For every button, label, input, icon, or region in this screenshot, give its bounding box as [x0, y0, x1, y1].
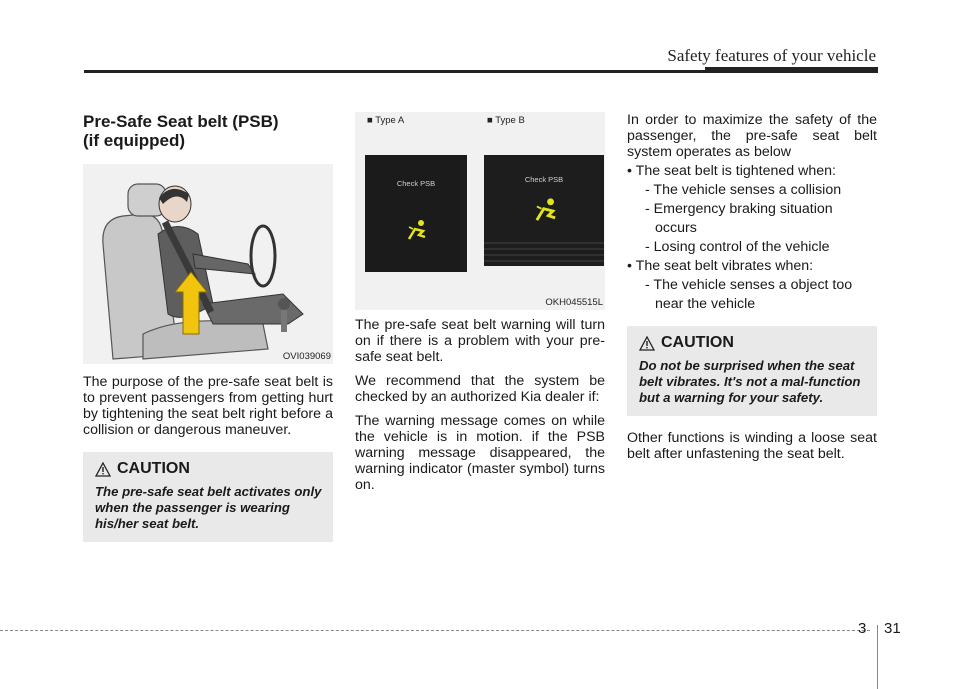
warning-triangle-icon [639, 336, 655, 351]
psb-check-text: We recommend that the system be checked by an authorized Kia dealer if: [355, 373, 605, 405]
section-title: Safety features of your vehicle [667, 46, 876, 65]
header-rule-accent [705, 67, 878, 73]
cluster-warning-figure [355, 112, 605, 310]
caution-title: CAUTION [117, 460, 190, 477]
driver-seat-illustration [83, 164, 333, 364]
caution-header [639, 334, 867, 352]
psb-heading-line1: Pre-Safe Seat belt (PSB) [83, 112, 279, 131]
figure-code: OKH045515L [545, 297, 603, 308]
caution-box [627, 326, 877, 416]
caution-text: Do not be surprised when the seat belt vibrates. It's not a mal-function but a warning for your safety. [639, 358, 861, 405]
psb-heading-line2: (if equipped) [83, 131, 185, 150]
type-b-label: ■ Type B [487, 115, 525, 126]
column-2 [355, 112, 605, 501]
column-1 [83, 112, 333, 542]
list-item: - The vehicle senses a collision [645, 182, 842, 198]
driver-seatbelt-figure [83, 164, 333, 364]
seatbelt-warning-icon [530, 195, 562, 227]
chapter-number: 3 [858, 620, 867, 637]
seatbelt-warning-icon [403, 217, 431, 245]
warning-triangle-icon [95, 462, 111, 477]
caution-box [83, 452, 333, 542]
list-item: - Losing control of the vehicle [645, 239, 830, 255]
figure-code: OVI039069 [282, 351, 331, 362]
type-a-message: Check PSB [396, 179, 436, 188]
road-lines-graphic [484, 237, 604, 266]
psb-message-text: The warning message comes on while the vehicle is in motion. if the PSB warning message disappeared, the warning indicator (master symbol) turns on. [355, 413, 605, 493]
caution-text: The pre-safe seat belt activates only when the passenger is wearing his/her seat belt. [95, 484, 322, 531]
type-a-label: ■ Type A [367, 115, 405, 126]
list-item: - Emergency braking situation occurs [645, 201, 833, 236]
other-functions-text: Other functions is winding a loose seat belt after unfastening the seat belt. [627, 430, 877, 462]
page-number: 31 [884, 620, 901, 637]
list-item: • The seat belt vibrates when: [627, 258, 814, 274]
footer-divider [877, 625, 878, 689]
type-a-display [365, 155, 467, 272]
type-b-display [484, 155, 604, 266]
psb-purpose-text: The purpose of the pre-safe seat belt is to prevent passengers from getting hurt by tightening the seat belt right before a collision or dangerous maneuver. [83, 374, 333, 438]
operation-list [627, 162, 877, 314]
column-3 [627, 112, 877, 470]
list-item: - The vehicle senses a object too near the vehicle [645, 277, 853, 312]
caution-header [95, 460, 323, 478]
psb-warning-text: The pre-safe seat belt warning will turn on if there is a problem with your pre-safe seat belt. [355, 317, 605, 365]
footer-rule [0, 630, 870, 631]
caution-title: CAUTION [661, 334, 734, 351]
psb-heading [83, 112, 333, 150]
psb-operation-intro: In order to maximize the safety of the passenger, the pre-safe seat belt system operates as below [627, 112, 877, 160]
type-b-message: Check PSB [524, 175, 564, 184]
list-item: • The seat belt is tightened when: [627, 163, 836, 179]
